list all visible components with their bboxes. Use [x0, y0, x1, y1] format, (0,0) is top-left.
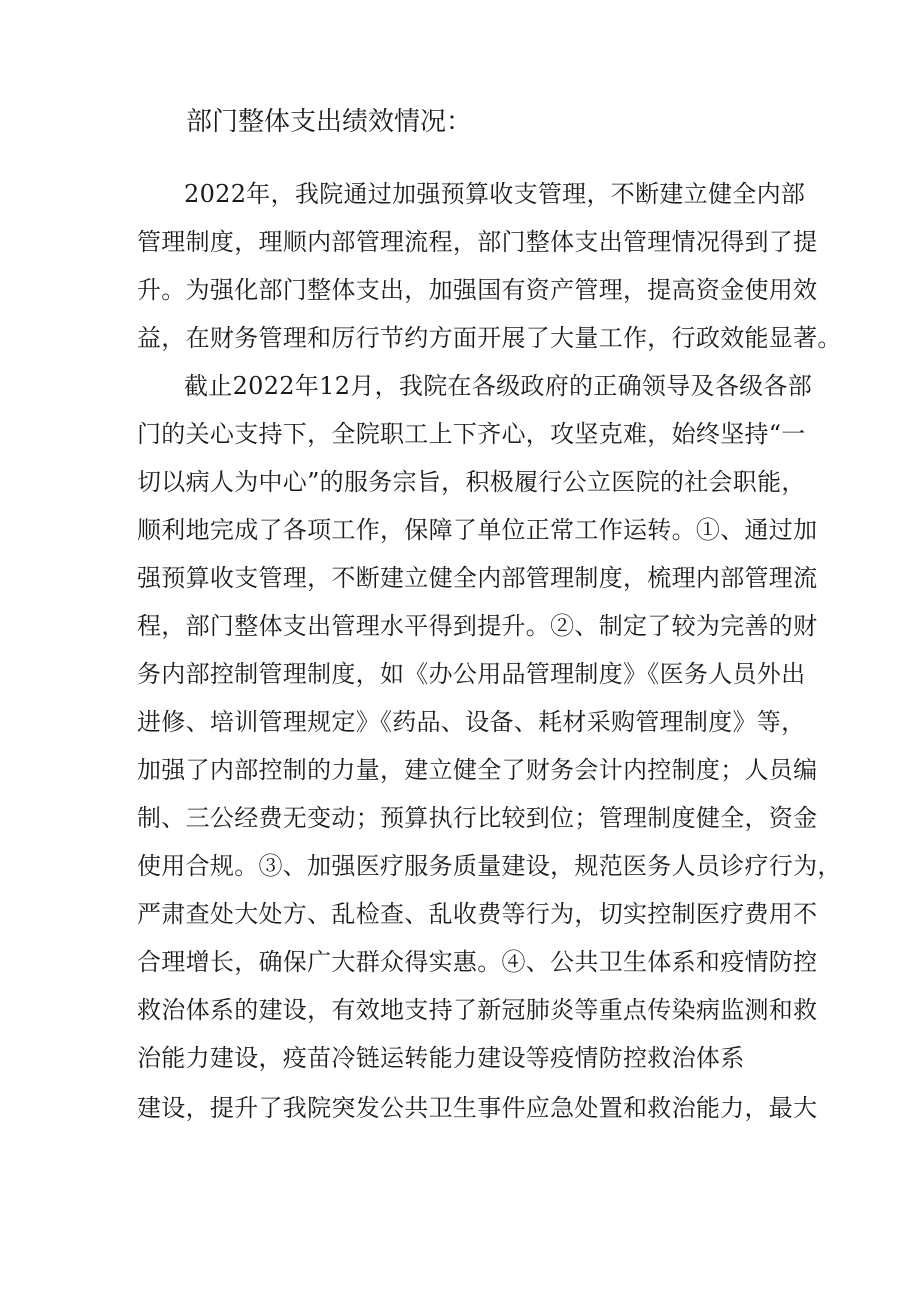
paragraph-2-line-11: 使用合规。③、加强医疗服务质量建设，规范医务人员诊疗行为，	[137, 852, 842, 880]
paragraph-1-line-1: 2022年，我院通过加强预算收支管理，不断建立健全内部	[184, 180, 806, 208]
paragraph-1-line-4: 益，在财务管理和厉行节约方面开展了大量工作，行政效能显著。	[137, 324, 842, 352]
paragraph-2-line-10: 制、三公经费无变动；预算执行比较到位；管理制度健全，资金	[137, 804, 818, 832]
paragraph-2-line-9: 加强了内部控制的力量，建立健全了财务会计内控制度；人员编	[137, 756, 818, 784]
paragraph-1-line-3: 升。为强化部门整体支出，加强国有资产管理，提高资金使用效	[137, 276, 818, 304]
paragraph-2-line-1: 截止2022年12月，我院在各级政府的正确领导及各级各部	[184, 372, 813, 400]
paragraph-2-line-16: 建设，提升了我院突发公共卫生事件应急处置和救治能力，最大	[137, 1094, 818, 1122]
paragraph-2-line-5: 强预算收支管理，不断建立健全内部管理制度，梳理内部管理流	[137, 564, 818, 592]
paragraph-2-line-4: 顺利地完成了各项工作，保障了单位正常工作运转。①、通过加	[137, 516, 818, 544]
paragraph-2-line-15: 治能力建设，疫苗冷链运转能力建设等疫情防控救治体系	[137, 1044, 745, 1072]
paragraph-2-line-13: 合理增长，确保广大群众得实惠。④、公共卫生体系和疫情防控	[137, 948, 818, 976]
paragraph-2-line-6: 程，部门整体支出管理水平得到提升。②、制定了较为完善的财	[137, 612, 818, 640]
paragraph-2-line-2: 门的关心支持下，全院职工上下齐心，攻坚克难，始终坚持“一	[137, 420, 806, 448]
paragraph-2-line-12: 严肃查处大处方、乱检查、乱收费等行为，切实控制医疗费用不	[137, 900, 818, 928]
paragraph-2-line-14: 救治体系的建设，有效地支持了新冠肺炎等重点传染病监测和救	[137, 996, 818, 1024]
section-heading: 部门整体支出绩效情况：	[186, 107, 473, 137]
paragraph-2-line-7: 务内部控制管理制度，如《办公用品管理制度》《医务人员外出	[137, 660, 806, 688]
paragraph-2-line-8: 进修、培训管理规定》《药品、设备、耗材采购管理制度》等，	[137, 708, 806, 736]
paragraph-2-line-3: 切以病人为中心”的服务宗旨，积极履行公立医院的社会职能，	[137, 468, 806, 496]
paragraph-1-line-2: 管理制度，理顺内部管理流程，部门整体支出管理情况得到了提	[137, 228, 818, 256]
